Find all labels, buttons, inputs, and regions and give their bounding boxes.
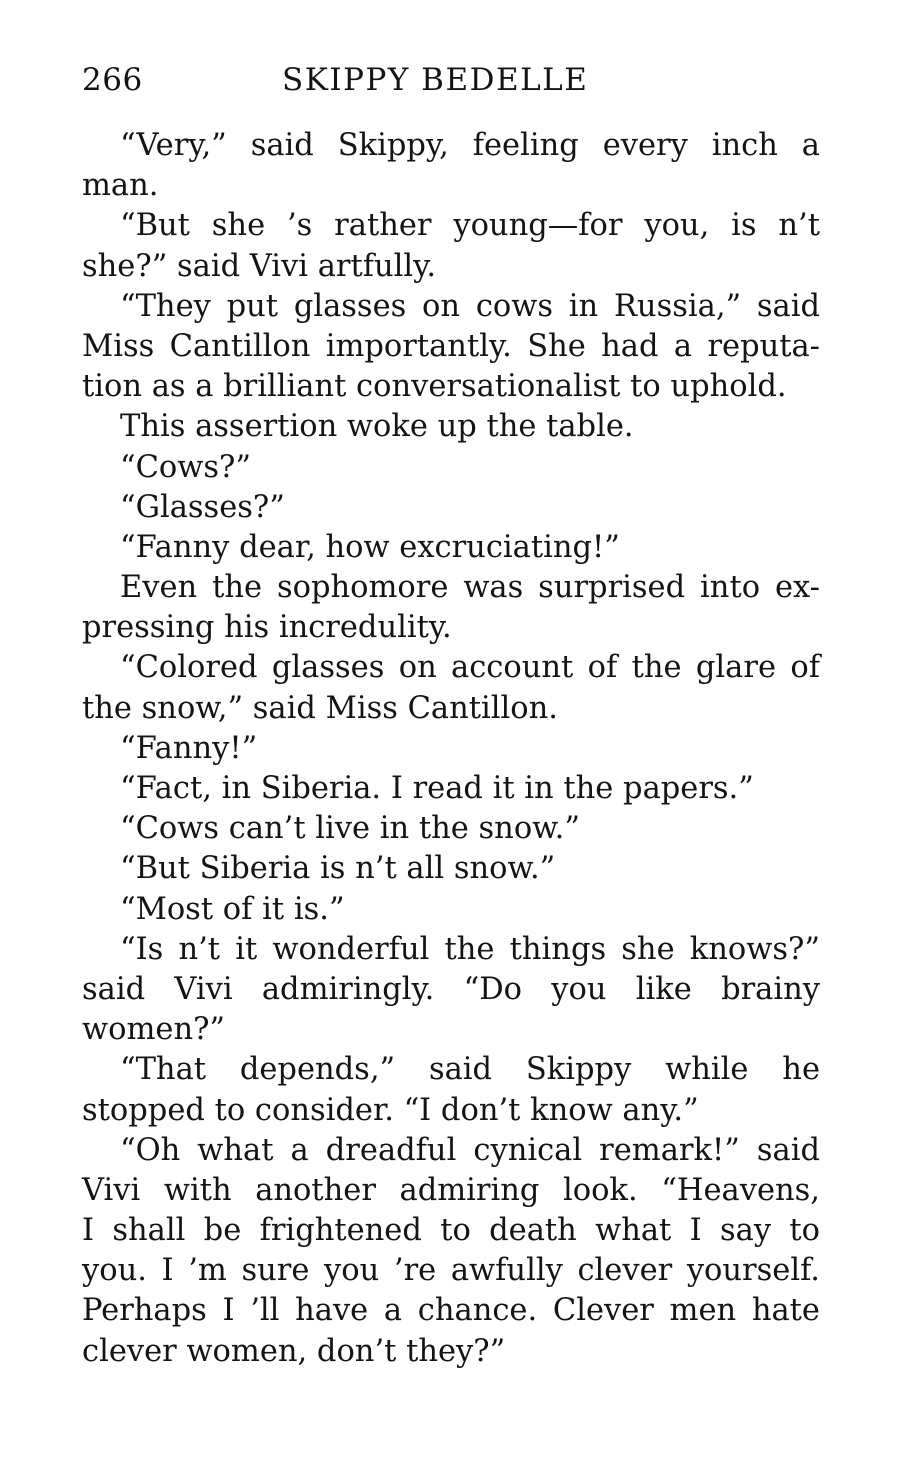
text-line: “But Siberia is n’t all snow.” bbox=[120, 851, 556, 887]
running-head: SKIPPY BEDELLE bbox=[282, 62, 589, 98]
text-line: pressing his incredulity. bbox=[82, 610, 452, 646]
text-line: “They put glasses on cows in Russia,” said bbox=[120, 288, 820, 324]
text-line: I shall be frightened to death what I say to bbox=[82, 1213, 820, 1249]
text-line: said Vivi admiringly. “Do you like brainy bbox=[82, 971, 820, 1007]
text-line: “Glasses?” bbox=[120, 489, 285, 525]
text-line: you. I ’m sure you ’re awfully clever yourself. bbox=[82, 1253, 820, 1289]
body-text bbox=[82, 126, 820, 1372]
text-line: “Oh what a dreadful cynical remark!” said bbox=[120, 1132, 820, 1168]
text-line: “Cows can’t live in the snow.” bbox=[120, 811, 580, 847]
text-line: stopped to consider. “I don’t know any.” bbox=[82, 1092, 699, 1128]
text-line: “Cows?” bbox=[120, 449, 251, 485]
text-line: tion as a brilliant conversationalist to uphold. bbox=[82, 369, 787, 405]
text-line: “Fanny!” bbox=[120, 730, 258, 766]
text-line: Perhaps I ’ll have a chance. Clever men hate bbox=[82, 1293, 820, 1329]
text-line: women?” bbox=[82, 1012, 226, 1048]
text-line: “Fanny dear, how excruciating!” bbox=[120, 529, 620, 565]
text-line: “Very,” said Skippy, feeling every inch a bbox=[120, 128, 820, 163]
page-header bbox=[82, 62, 822, 112]
text-line: clever women, don’t they?” bbox=[82, 1333, 506, 1369]
text-line: Vivi with another admiring look. “Heavens, bbox=[82, 1172, 820, 1208]
text-line: she?” said Vivi artfully. bbox=[82, 248, 437, 284]
text-line: “Is n’t it wonderful the things she knows?” bbox=[120, 931, 820, 967]
text-line: man. bbox=[82, 168, 159, 204]
page-number: 266 bbox=[82, 62, 143, 98]
text-line: the snow,” said Miss Cantillon. bbox=[82, 690, 558, 726]
text-line: “That depends,” said Skippy while he bbox=[120, 1052, 820, 1088]
text-line: Even the sophomore was surprised into ex- bbox=[120, 570, 820, 606]
text-line: “Fact, in Siberia. I read it in the papers.” bbox=[120, 771, 754, 806]
text-line: “But she ’s rather young—for you, is n’t bbox=[120, 208, 820, 244]
text-line: This assertion woke up the table. bbox=[120, 409, 634, 445]
text-line: “Colored glasses on account of the glare of bbox=[120, 650, 820, 686]
text-line: “Most of it is.” bbox=[120, 891, 345, 927]
text-line: Miss Cantillon importantly. She had a reputa- bbox=[82, 328, 820, 364]
